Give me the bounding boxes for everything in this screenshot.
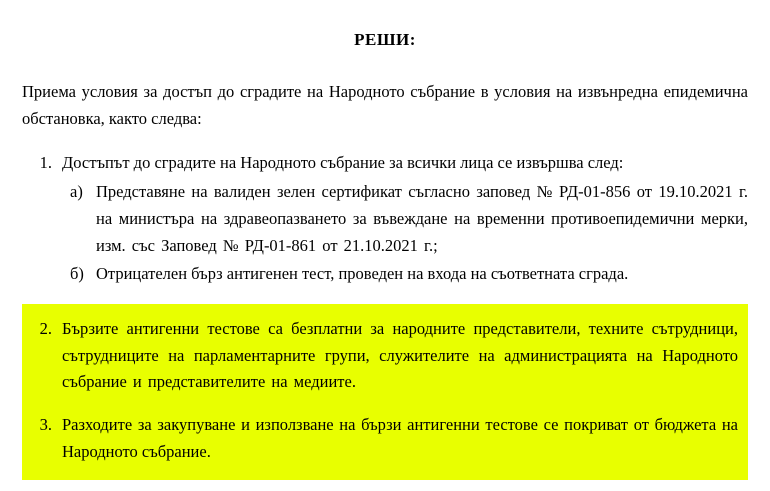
highlighted-section: [22, 304, 748, 480]
list-item-number: 1.: [39, 153, 52, 173]
sublist-item-letter: а): [70, 182, 83, 202]
document-page: [0, 30, 770, 491]
ordered-list: [22, 150, 748, 479]
list-item: [22, 412, 738, 465]
list-item-number: 3.: [39, 415, 52, 435]
intro-text: Приема условия за достъп до сградите на Народното събрание в условия на извънредна епидемична обстановка, както следва:: [22, 82, 748, 129]
list-item-text: Достъпът до сградите на Народното събрание за всички лица се извършва след:: [62, 153, 624, 173]
intro-paragraph: [22, 78, 748, 132]
sublist-item-text: Представяне на валиден зелен сертификат съгласно заповед № РД-01-856 от 19.10.2021 г. на министъра на здравеопазването за въвеждане на временни противоепидемични мерки, изм. със Заповед № РД-01-861 от 21.10.2021 г.;: [96, 182, 748, 255]
sublist-item: [62, 179, 748, 259]
page-title: РЕШИ:: [354, 30, 416, 49]
sublist-item-text: Отрицателен бърз антигенен тест, проведен на входа на съответната сграда.: [96, 264, 629, 284]
list-item-number: 2.: [39, 319, 52, 339]
sublist: [62, 179, 748, 288]
list-item-text: Разходите за закупуване и използване на бързи антигенни тестове се покриват от бюджета на Народното събрание.: [62, 415, 738, 461]
sublist-item-letter: б): [70, 264, 84, 284]
sublist-item: [62, 261, 748, 288]
list-item: [22, 150, 748, 177]
list-item-text: Бързите антигенни тестове са безплатни за народните представители, техните сътрудници, сътрудниците на парламентарните групи, служителите на администрацията на Народното събрание и представителите на медиите.: [62, 319, 738, 392]
list-item: [22, 316, 738, 396]
